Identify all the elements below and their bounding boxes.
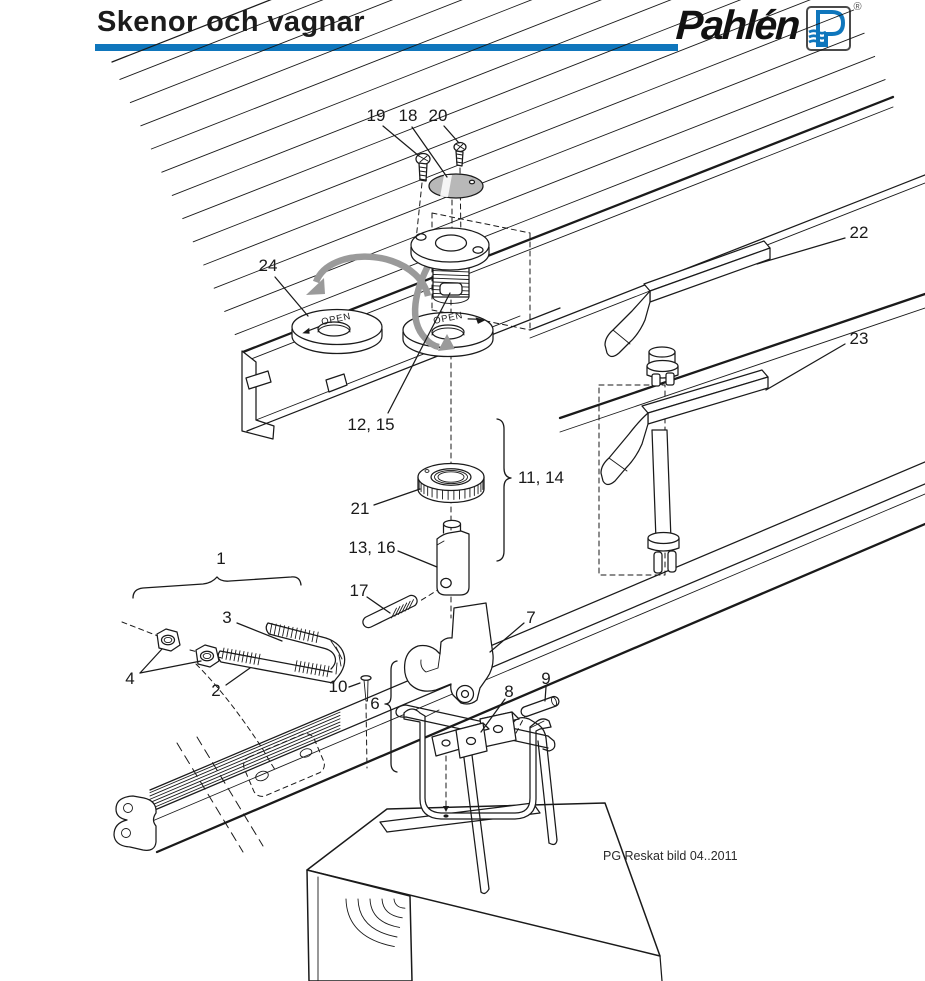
figure-caption: PG Reskat bild 04..2011 (603, 849, 738, 863)
knurled-nut (418, 464, 484, 503)
lock-cylinder (437, 520, 469, 595)
callout-13-16: 13, 16 (348, 538, 396, 557)
bracket-8-front (432, 723, 489, 758)
callout-19: 19 (366, 106, 386, 125)
u-bolt-assembly (133, 577, 345, 683)
handle-22 (605, 241, 770, 386)
handle-23 (601, 370, 768, 573)
page-title: Skenor och vagnar (97, 6, 365, 38)
callout-10: 10 (328, 677, 348, 696)
callout-4: 4 (125, 669, 135, 688)
callout-6: 6 (370, 694, 380, 713)
registered-mark: ® (853, 1, 862, 13)
brace-6 (385, 661, 397, 772)
wood-beam (307, 803, 662, 981)
callout-11-14: 11, 14 (517, 468, 565, 487)
callout-17: 17 (349, 581, 369, 600)
callout-21: 21 (350, 499, 370, 518)
pahlen-logo-text: Pahlén (674, 2, 800, 48)
gasket-18 (429, 174, 483, 198)
callout-2: 2 (211, 681, 221, 700)
callout-9: 9 (541, 669, 551, 688)
callout-3: 3 (222, 608, 232, 627)
callout-22: 22 (849, 223, 869, 242)
open-label-left: OPEN (320, 310, 353, 328)
callout-1: 1 (216, 549, 226, 568)
brace-1 (133, 577, 301, 598)
callout-12-15: 12, 15 (347, 415, 395, 434)
callout-20: 20 (428, 106, 448, 125)
handle-22-foot (647, 347, 678, 386)
callout-23: 23 (849, 329, 869, 348)
cam-lock (405, 603, 494, 704)
lower-rail (114, 462, 925, 852)
callout-8: 8 (504, 682, 514, 701)
brace-11-14 (497, 419, 511, 561)
callout-18: 18 (398, 106, 418, 125)
nut-pair-4 (157, 629, 219, 667)
deck-plank (112, 0, 925, 439)
callout-24: 24 (258, 256, 278, 275)
callout-7: 7 (526, 608, 536, 627)
pin-9 (521, 697, 559, 717)
open-label-right: OPEN (432, 309, 465, 327)
